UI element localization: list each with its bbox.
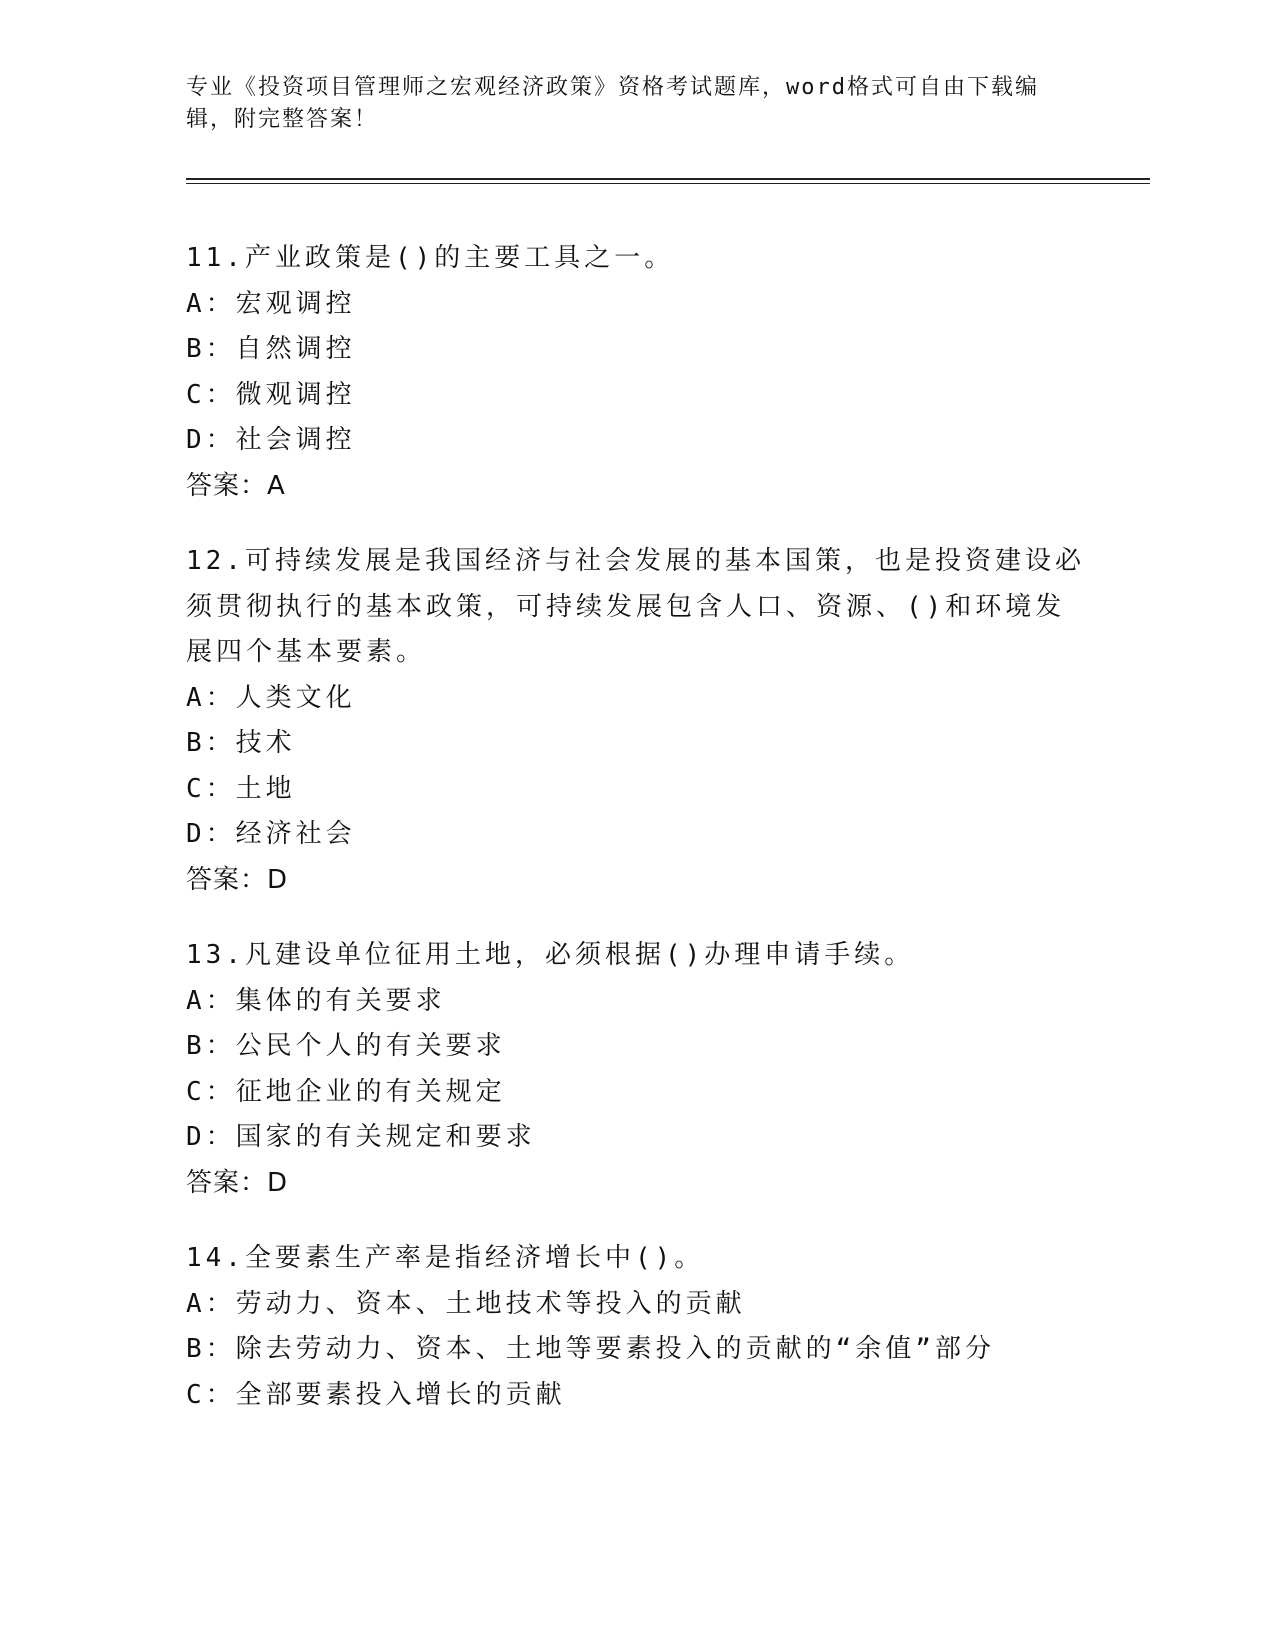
question-stem: 14.全要素生产率是指经济增长中()。 xyxy=(186,1243,705,1273)
answer-label: 答案：A xyxy=(186,470,286,501)
option-c: C：征地企业的有关规定 xyxy=(186,1076,506,1107)
option-a: A：人类文化 xyxy=(186,682,356,713)
question-list xyxy=(186,236,1086,1448)
question-11 xyxy=(186,236,1086,509)
answer-label: 答案：D xyxy=(186,864,289,895)
option-c: C：微观调控 xyxy=(186,379,356,410)
question-14 xyxy=(186,1236,1086,1418)
header-divider-thin xyxy=(186,183,1150,184)
question-stem: 13.凡建设单位征用土地，必须根据()办理申请手续。 xyxy=(186,940,915,970)
option-a: A：集体的有关要求 xyxy=(186,985,446,1016)
header-divider-thick xyxy=(186,178,1150,180)
option-b: B：自然调控 xyxy=(186,334,356,364)
option-b: B：公民个人的有关要求 xyxy=(186,1031,506,1061)
question-13 xyxy=(186,933,1086,1206)
question-12 xyxy=(186,539,1086,903)
option-a: A：宏观调控 xyxy=(186,288,356,319)
question-stem: 11.产业政策是()的主要工具之一。 xyxy=(186,243,675,273)
answer-label: 答案：D xyxy=(186,1167,289,1198)
option-c: C：土地 xyxy=(186,773,296,804)
option-d: D：国家的有关规定和要求 xyxy=(186,1122,536,1152)
option-a: A：劳动力、资本、土地技术等投入的贡献 xyxy=(186,1288,746,1319)
option-b: B：技术 xyxy=(186,728,296,758)
option-c: C：全部要素投入增长的贡献 xyxy=(186,1379,566,1410)
option-b: B：除去劳动力、资本、土地等要素投入的贡献的“余值”部分 xyxy=(186,1334,995,1364)
question-stem: 12.可持续发展是我国经济与社会发展的基本国策，也是投资建设必须贯彻执行的基本政策，可持续发展包含人口、资源、()和环境发展四个基本要素。 xyxy=(186,546,1085,667)
option-d: D：经济社会 xyxy=(186,819,356,849)
option-d: D：社会调控 xyxy=(186,425,356,455)
document-header: 专业《投资项目管理师之宏观经济政策》资格考试题库，word格式可自由下载编辑，附完整答案！ xyxy=(186,75,1039,132)
